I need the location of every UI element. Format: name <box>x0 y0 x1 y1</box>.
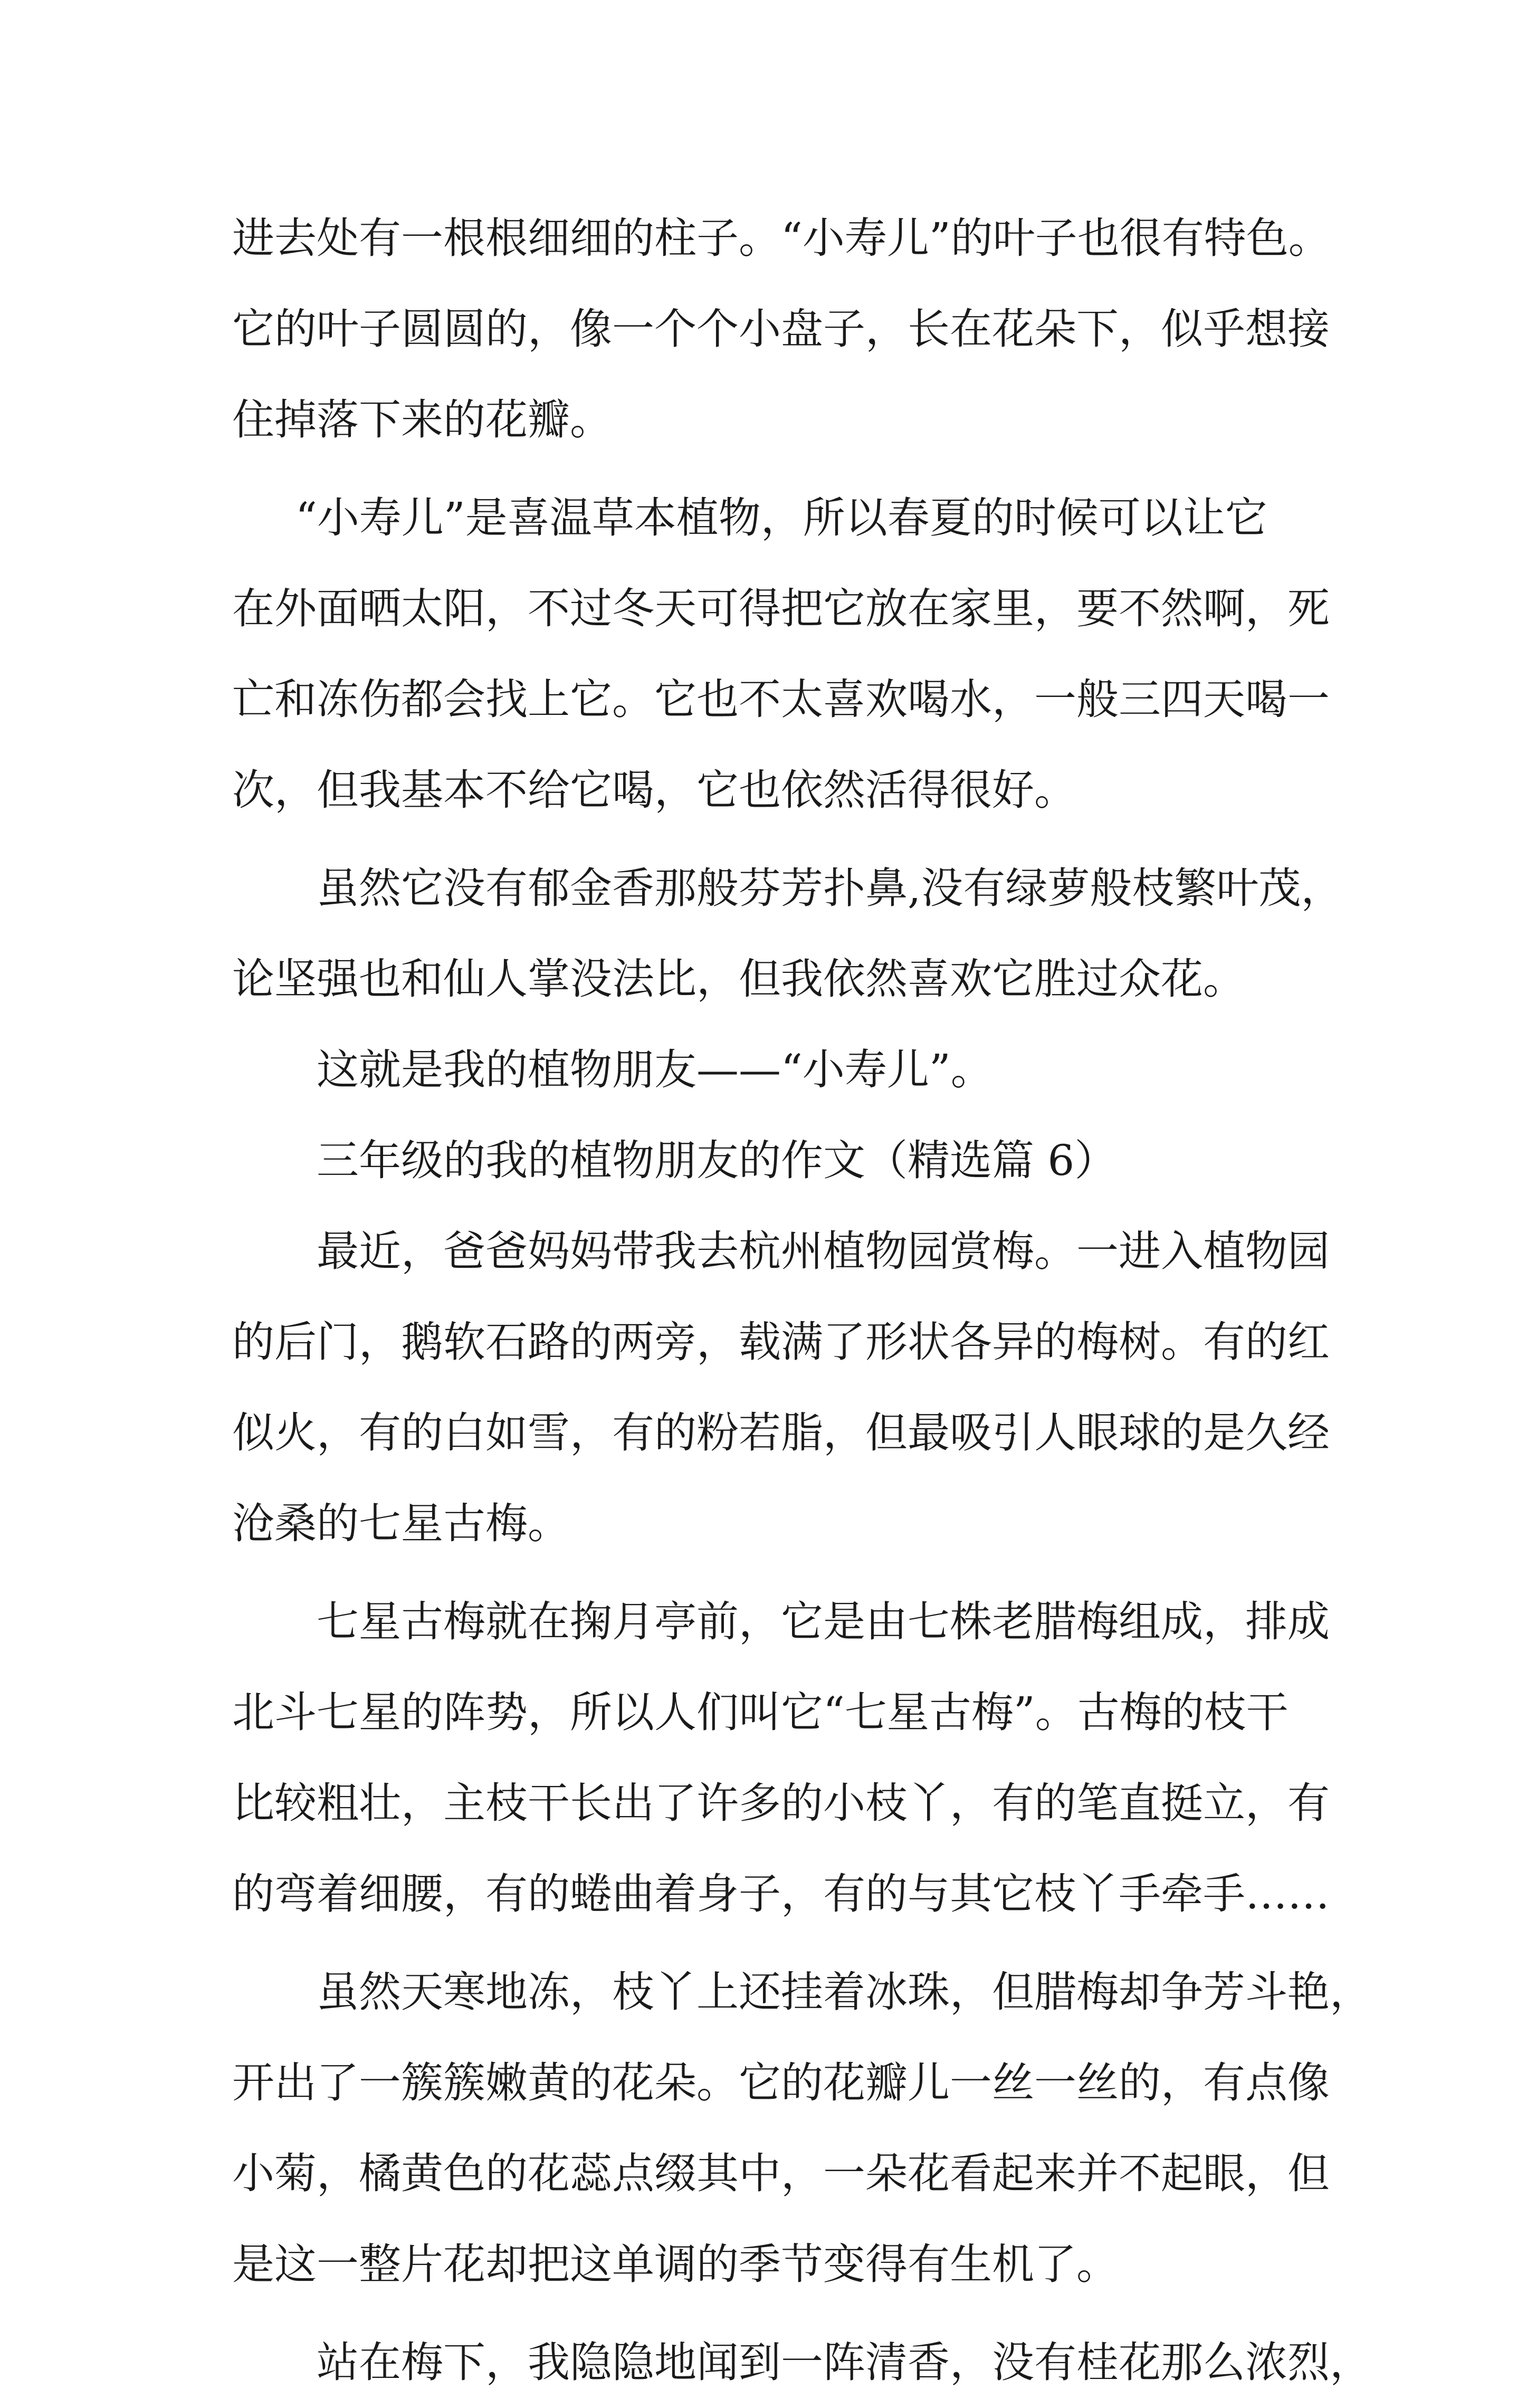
paragraph <box>232 1206 1330 1569</box>
text-line: 三年级的我的植物朋友的作文（精选篇 6） <box>317 1136 1117 1185</box>
text-line: 最近，爸爸妈妈带我去杭州植物园赏梅。一进入植物园 <box>317 1227 1330 1276</box>
text-line: 次，但我基本不给它喝，它也依然活得很好。 <box>232 766 1076 815</box>
text-line: 的弯着细腰，有的蜷曲着身子，有的与其它枝丫手牵手…… <box>232 1869 1330 1918</box>
text-line: 是这一整片花却把这单调的季节变得有生机了。 <box>232 2240 1119 2289</box>
text-line: 小菊，橘黄色的花蕊点缀其中，一朵花看起来并不起眼，但 <box>232 2149 1330 2198</box>
text-line: 七星古梅就在掬月亭前，它是由七株老腊梅组成，排成 <box>317 1597 1330 1646</box>
paragraph <box>232 1025 1330 1115</box>
document-body <box>232 193 1372 2408</box>
text-line: 虽然天寒地冻，枝丫上还挂着冰珠，但腊梅却争芳斗艳， <box>317 1967 1372 2017</box>
text-line: 住掉落下来的花瓣。 <box>232 395 612 444</box>
text-line: 比较粗壮，主枝干长出了许多的小枝丫，有的笔直挺立，有 <box>232 1779 1330 1828</box>
paragraph <box>232 473 1330 836</box>
text-line: 开出了一簇簇嫩黄的花朵。它的花瓣儿一丝一丝的，有点像 <box>232 2058 1330 2107</box>
text-line: 的后门，鹅软石路的两旁，载满了形状各异的梅树。有的红 <box>232 1317 1330 1367</box>
section-heading <box>232 1115 1330 1206</box>
text-line: 站在梅下，我隐隐地闻到一阵清香，没有桂花那么浓烈， <box>317 2338 1372 2387</box>
text-line: 似火，有的白如雪，有的粉若脂，但最吸引人眼球的是久经 <box>232 1408 1330 1457</box>
text-line: 虽然它没有郁金香那般芬芳扑鼻,没有绿萝般枝繁叶茂， <box>317 864 1343 913</box>
text-line: 这就是我的植物朋友——“小寿儿”。 <box>317 1045 993 1094</box>
text-line: 进去处有一根根细细的柱子。“小寿儿”的叶子也很有特色。 <box>232 214 1331 263</box>
text-line: “小寿儿”是喜温草本植物，所以春夏的时候可以让它 <box>295 493 1267 542</box>
paragraph <box>232 1947 1372 2310</box>
text-line: 沧桑的七星古梅。 <box>232 1499 570 1548</box>
text-line: 在外面晒太阳，不过冬天可得把它放在家里，要不然啊，死 <box>232 584 1330 633</box>
text-line: 亡和冻伤都会找上它。它也不太喜欢喝水，一般三四天喝一 <box>232 675 1330 724</box>
text-line: 它的叶子圆圆的，像一个个小盘子，长在花朵下，似乎想接 <box>232 304 1330 353</box>
paragraph <box>232 193 1330 465</box>
paragraph <box>232 843 1343 1025</box>
text-line: 论坚强也和仙人掌没法比，但我依然喜欢它胜过众花。 <box>232 954 1245 1004</box>
text-line: 北斗七星的阵势，所以人们叫它“七星古梅”。古梅的枝干 <box>232 1688 1289 1737</box>
paragraph <box>232 1576 1330 1939</box>
paragraph <box>232 2317 1372 2408</box>
